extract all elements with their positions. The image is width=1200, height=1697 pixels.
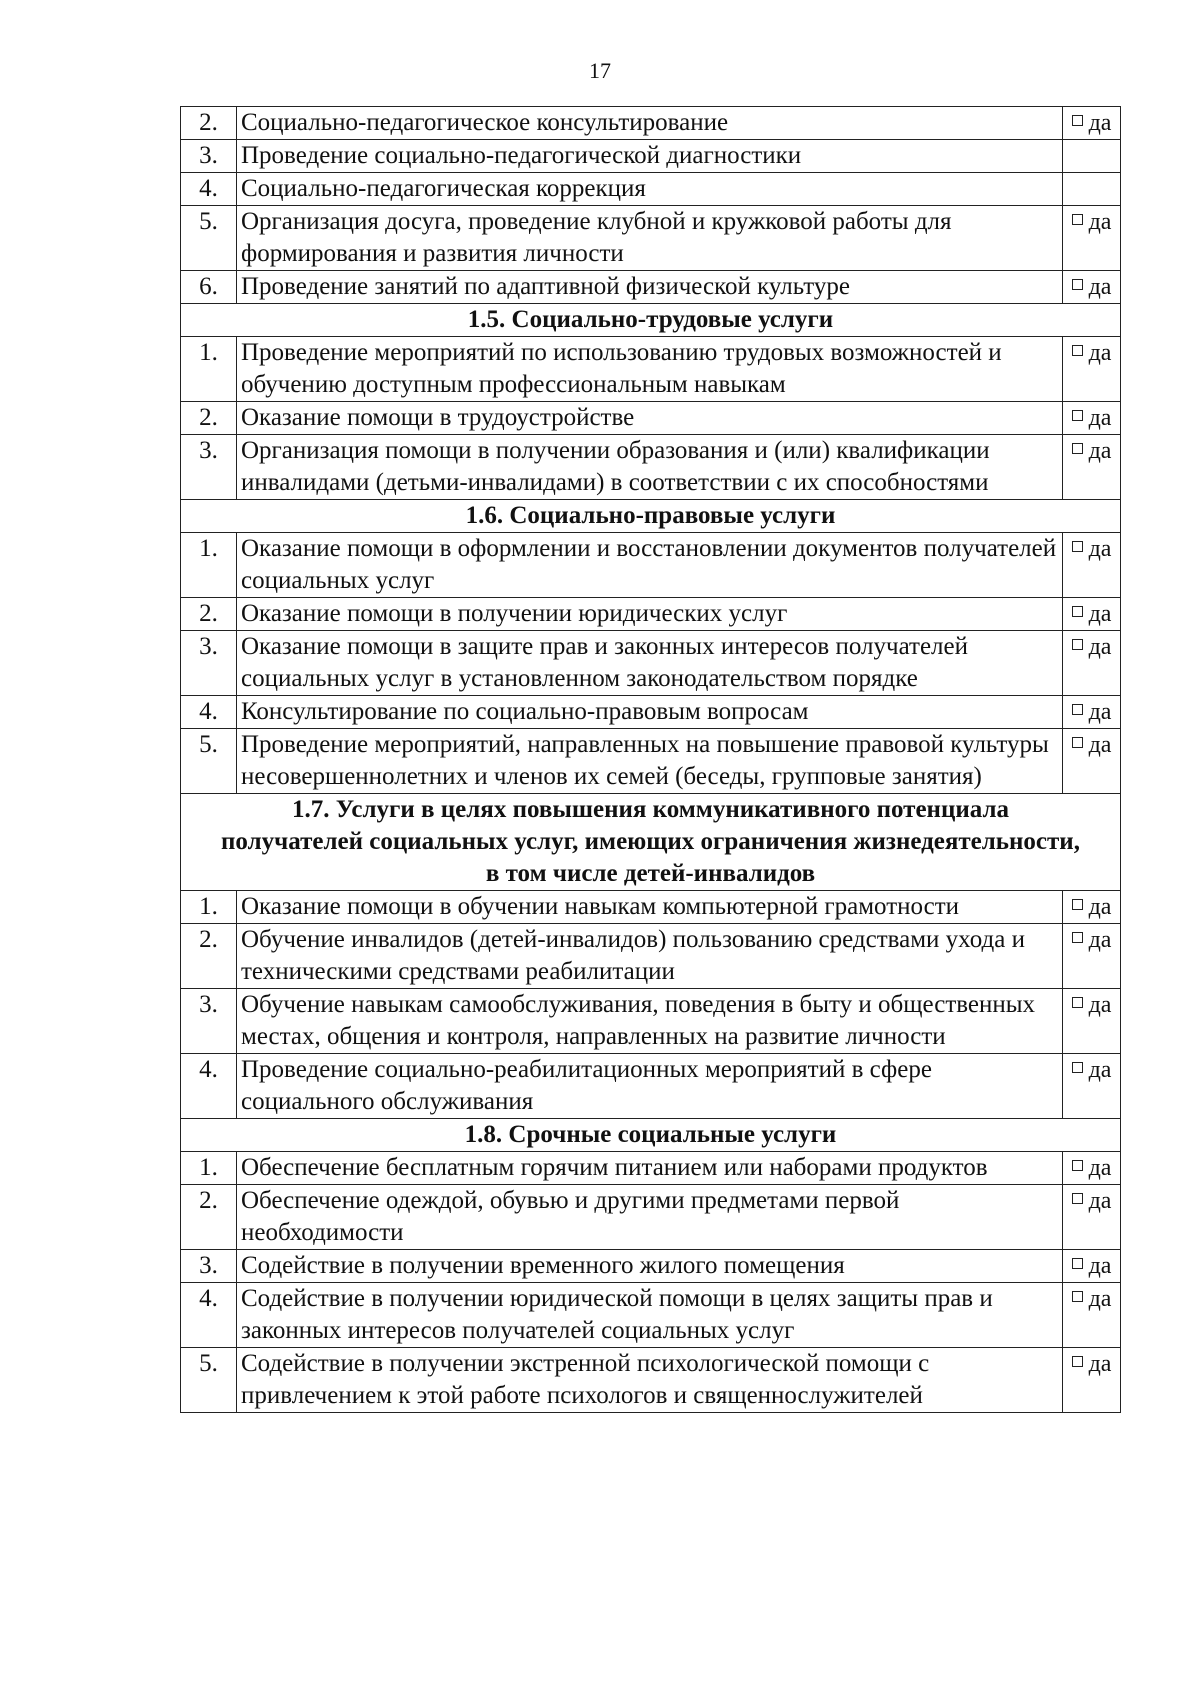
answer-cell bbox=[1063, 891, 1121, 924]
checkbox-icon[interactable] bbox=[1072, 899, 1083, 910]
row-number: 4. bbox=[181, 696, 237, 729]
checkbox-icon[interactable] bbox=[1072, 1258, 1083, 1269]
answer-cell bbox=[1063, 1283, 1121, 1348]
row-number: 4. bbox=[181, 173, 237, 206]
answer-cell bbox=[1063, 107, 1121, 140]
service-row bbox=[181, 107, 1121, 140]
section-header-row bbox=[181, 1119, 1121, 1152]
checkbox-icon[interactable] bbox=[1072, 279, 1083, 290]
answer-label: да bbox=[1088, 1155, 1112, 1181]
row-number: 6. bbox=[181, 271, 237, 304]
answer-cell bbox=[1063, 140, 1121, 173]
answer-label: да bbox=[1088, 438, 1112, 464]
answer-label: да bbox=[1088, 1057, 1112, 1083]
row-number: 2. bbox=[181, 402, 237, 435]
service-row bbox=[181, 696, 1121, 729]
section-header-row bbox=[181, 304, 1121, 337]
service-row bbox=[181, 1152, 1121, 1185]
row-number: 3. bbox=[181, 1250, 237, 1283]
service-name: Оказание помощи в защите прав и законных интересов получателей социальных услуг в установленном законодательством порядке bbox=[237, 631, 1063, 696]
service-name: Проведение социально-педагогической диагностики bbox=[237, 140, 1063, 173]
checkbox-icon[interactable] bbox=[1072, 1291, 1083, 1302]
section-header-row bbox=[181, 794, 1121, 891]
checkbox-icon[interactable] bbox=[1072, 1160, 1083, 1171]
answer-cell bbox=[1063, 337, 1121, 402]
service-row bbox=[181, 1250, 1121, 1283]
answer-label: да bbox=[1088, 405, 1112, 431]
service-row bbox=[181, 631, 1121, 696]
service-row bbox=[181, 435, 1121, 500]
checkbox-icon[interactable] bbox=[1072, 214, 1083, 225]
service-name: Содействие в получении экстренной психологической помощи с привлечением к этой работе психологов и священнослужителей bbox=[237, 1348, 1063, 1413]
service-row bbox=[181, 1283, 1121, 1348]
service-row bbox=[181, 140, 1121, 173]
checkbox-icon[interactable] bbox=[1072, 1193, 1083, 1204]
row-number: 2. bbox=[181, 1185, 237, 1250]
row-number: 5. bbox=[181, 729, 237, 794]
service-row bbox=[181, 533, 1121, 598]
row-number: 1. bbox=[181, 337, 237, 402]
section-title: 1.8. Срочные социальные услуги bbox=[181, 1119, 1121, 1152]
answer-label: да bbox=[1088, 1188, 1112, 1214]
services-table-body bbox=[181, 107, 1121, 1413]
service-name: Содействие в получении временного жилого помещения bbox=[237, 1250, 1063, 1283]
row-number: 3. bbox=[181, 140, 237, 173]
section-title: 1.7. Услуги в целях повышения коммуникативного потенциала получателей социальных услуг, имеющих ограничения жизнедеятельности, в том числе детей-инвалидов bbox=[181, 794, 1121, 891]
service-row bbox=[181, 891, 1121, 924]
section-header-row bbox=[181, 500, 1121, 533]
answer-label: да bbox=[1088, 601, 1112, 627]
service-name: Оказание помощи в оформлении и восстановлении документов получателей социальных услуг bbox=[237, 533, 1063, 598]
answer-label: да bbox=[1088, 927, 1112, 953]
service-name: Социально-педагогическая коррекция bbox=[237, 173, 1063, 206]
service-name: Обеспечение бесплатным горячим питанием или наборами продуктов bbox=[237, 1152, 1063, 1185]
answer-cell bbox=[1063, 598, 1121, 631]
section-title: 1.5. Социально-трудовые услуги bbox=[181, 304, 1121, 337]
service-row bbox=[181, 1054, 1121, 1119]
checkbox-icon[interactable] bbox=[1072, 606, 1083, 617]
answer-cell bbox=[1063, 533, 1121, 598]
answer-cell bbox=[1063, 696, 1121, 729]
answer-cell bbox=[1063, 989, 1121, 1054]
service-name: Проведение занятий по адаптивной физической культуре bbox=[237, 271, 1063, 304]
checkbox-icon[interactable] bbox=[1072, 115, 1083, 126]
answer-cell bbox=[1063, 435, 1121, 500]
checkbox-icon[interactable] bbox=[1072, 639, 1083, 650]
service-row bbox=[181, 206, 1121, 271]
answer-label: да bbox=[1088, 894, 1112, 920]
service-row bbox=[181, 924, 1121, 989]
row-number: 3. bbox=[181, 435, 237, 500]
service-row bbox=[181, 173, 1121, 206]
checkbox-icon[interactable] bbox=[1072, 345, 1083, 356]
answer-label: да bbox=[1088, 110, 1112, 136]
answer-label: да bbox=[1088, 209, 1112, 235]
row-number: 2. bbox=[181, 107, 237, 140]
service-name: Оказание помощи в получении юридических услуг bbox=[237, 598, 1063, 631]
answer-label: да bbox=[1088, 992, 1112, 1018]
answer-label: да bbox=[1088, 274, 1112, 300]
service-name: Организация досуга, проведение клубной и кружковой работы для формирования и развития личности bbox=[237, 206, 1063, 271]
service-name: Оказание помощи в обучении навыкам компьютерной грамотности bbox=[237, 891, 1063, 924]
checkbox-icon[interactable] bbox=[1072, 704, 1083, 715]
checkbox-icon[interactable] bbox=[1072, 443, 1083, 454]
row-number: 1. bbox=[181, 533, 237, 598]
services-table bbox=[180, 106, 1121, 1413]
service-name: Организация помощи в получении образования и (или) квалификации инвалидами (детьми-инвалидами) в соответствии с их способностями bbox=[237, 435, 1063, 500]
answer-cell bbox=[1063, 206, 1121, 271]
checkbox-icon[interactable] bbox=[1072, 932, 1083, 943]
checkbox-icon[interactable] bbox=[1072, 410, 1083, 421]
service-row bbox=[181, 1348, 1121, 1413]
row-number: 3. bbox=[181, 989, 237, 1054]
section-title: 1.6. Социально-правовые услуги bbox=[181, 500, 1121, 533]
service-row bbox=[181, 1185, 1121, 1250]
row-number: 3. bbox=[181, 631, 237, 696]
checkbox-icon[interactable] bbox=[1072, 541, 1083, 552]
answer-cell bbox=[1063, 1185, 1121, 1250]
answer-cell bbox=[1063, 1152, 1121, 1185]
answer-label: да bbox=[1088, 1286, 1112, 1312]
service-row bbox=[181, 337, 1121, 402]
row-number: 1. bbox=[181, 1152, 237, 1185]
answer-cell bbox=[1063, 631, 1121, 696]
service-name: Оказание помощи в трудоустройстве bbox=[237, 402, 1063, 435]
answer-label: да bbox=[1088, 699, 1112, 725]
answer-label: да bbox=[1088, 340, 1112, 366]
row-number: 5. bbox=[181, 1348, 237, 1413]
service-row bbox=[181, 729, 1121, 794]
service-name: Обеспечение одеждой, обувью и другими предметами первой необходимости bbox=[237, 1185, 1063, 1250]
answer-cell bbox=[1063, 924, 1121, 989]
row-number: 4. bbox=[181, 1283, 237, 1348]
service-name: Консультирование по социально-правовым вопросам bbox=[237, 696, 1063, 729]
row-number: 4. bbox=[181, 1054, 237, 1119]
row-number: 2. bbox=[181, 598, 237, 631]
checkbox-icon[interactable] bbox=[1072, 997, 1083, 1008]
service-name: Социально-педагогическое консультирование bbox=[237, 107, 1063, 140]
service-row bbox=[181, 989, 1121, 1054]
row-number: 2. bbox=[181, 924, 237, 989]
service-name: Обучение навыкам самообслуживания, поведения в быту и общественных местах, общения и контроля, направленных на развитие личности bbox=[237, 989, 1063, 1054]
row-number: 1. bbox=[181, 891, 237, 924]
service-name: Содействие в получении юридической помощи в целях защиты прав и законных интересов получателей социальных услуг bbox=[237, 1283, 1063, 1348]
checkbox-icon[interactable] bbox=[1072, 1062, 1083, 1073]
service-name: Проведение социально-реабилитационных мероприятий в сфере социального обслуживания bbox=[237, 1054, 1063, 1119]
row-number: 5. bbox=[181, 206, 237, 271]
answer-label: да bbox=[1088, 732, 1112, 758]
service-row bbox=[181, 402, 1121, 435]
answer-label: да bbox=[1088, 536, 1112, 562]
answer-label: да bbox=[1088, 634, 1112, 660]
service-row bbox=[181, 598, 1121, 631]
service-name: Проведение мероприятий, направленных на повышение правовой культуры несовершеннолетних и членов их семей (беседы, групповые занятия) bbox=[237, 729, 1063, 794]
answer-cell bbox=[1063, 729, 1121, 794]
checkbox-icon[interactable] bbox=[1072, 1356, 1083, 1367]
service-name: Проведение мероприятий по использованию трудовых возможностей и обучению доступным профессиональным навыкам bbox=[237, 337, 1063, 402]
page-number: 17 bbox=[589, 58, 611, 83]
answer-label: да bbox=[1088, 1351, 1112, 1377]
answer-label: да bbox=[1088, 1253, 1112, 1279]
checkbox-icon[interactable] bbox=[1072, 737, 1083, 748]
answer-cell bbox=[1063, 271, 1121, 304]
answer-cell bbox=[1063, 1250, 1121, 1283]
answer-cell bbox=[1063, 1054, 1121, 1119]
answer-cell bbox=[1063, 402, 1121, 435]
answer-cell bbox=[1063, 173, 1121, 206]
service-name: Обучение инвалидов (детей-инвалидов) пользованию средствами ухода и техническими средствами реабилитации bbox=[237, 924, 1063, 989]
service-row bbox=[181, 271, 1121, 304]
answer-cell bbox=[1063, 1348, 1121, 1413]
